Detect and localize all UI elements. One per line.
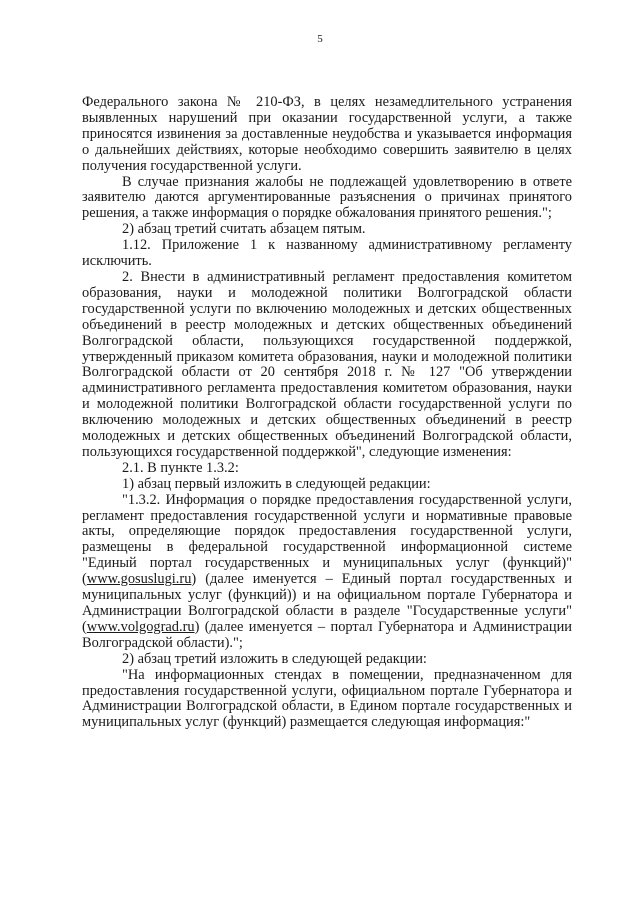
url-link[interactable]: www.gosuslugi.ru <box>86 571 192 588</box>
paragraph-text: Федерального закона № 210-ФЗ, в целях незамедлительного устранения выявленных нарушений при оказании государственной услуги, а также приносятся извинения за доставленные неудобства и указывается информация о дальнейших действиях, которые необходимо совершить заявителю в целях получения государственной услуги. <box>82 94 572 174</box>
paragraph-p5 <box>82 270 572 461</box>
paragraph-p6 <box>82 461 572 477</box>
paragraph-text: 1) абзац первый изложить в следующей редакции: <box>122 475 431 492</box>
document-body <box>82 95 572 731</box>
paragraph-text: "На информационных стендах в помещении, предназначенном для предоставления государственной услуги, официальном портале Губернатора и Администрации Волгоградской области, в Едином портале государственных и муниципальных услуг (функций) размещается следующая информация:" <box>82 666 572 731</box>
paragraph-text: ) (далее именуется – Единый портал государственных и муниципальных услуг (функций)) и на официальном портале Губернатора и Администрации Волгоградской области в разделе "Государственные услуги" ( <box>82 571 572 635</box>
paragraph-p1 <box>82 95 572 175</box>
paragraph-p8 <box>82 493 572 652</box>
paragraph-text: "1.3.2. Информация о порядке предоставления государственной услуги, регламент предоставления государственной услуги и нормативные правовые акты, определяющие порядок предоставления государственной услуги, размещены в федеральной государственной информационной системе "Единый портал государственных и муниципальных услуг (функций)" ( <box>82 491 572 588</box>
paragraph-text: 2) абзац третий считать абзацем пятым. <box>122 221 366 238</box>
paragraph-text: В случае признания жалобы не подлежащей удовлетворению в ответе заявителю даются аргументированные разъяснения о причинах принятого решения, а также информация о порядке обжалования принятого решения."; <box>82 173 572 222</box>
paragraph-text: 2. Внести в административный регламент предоставления комитетом образования, науки и молодежной политики Волгоградской области государственной услуги по включению молодежных и детских общественных объединений в реестр молодежных и детских общественных объединений Волгоградской области, пользующихся государственной поддержкой, утвержденный приказом комитета образования, науки и молодежной политики Волгоградской области от 20 сентября 2018 г. № 127 "Об утверждении административного регламента предоставления комитетом образования, науки и молодежной политики Волгоградской области государственной услуги по включению молодежных и детских общественных объединений в реестр молодежных и детских общественных объединений Волгоградской области, пользующихся государственной поддержкой", следующие изменения: <box>82 268 572 460</box>
paragraph-p9 <box>82 652 572 668</box>
paragraph-p10 <box>82 668 572 732</box>
url-link[interactable]: www.volgograd.ru <box>86 618 195 635</box>
paragraph-text: 2.1. В пункте 1.3.2: <box>122 459 239 476</box>
page-number: 5 <box>317 33 323 45</box>
paragraph-text: 2) абзац третий изложить в следующей редакции: <box>122 650 427 667</box>
paragraph-text: 1.12. Приложение 1 к названному административному регламенту исключить. <box>82 237 572 270</box>
paragraph-text: ) (далее именуется – портал Губернатора и Администрации Волгоградской области)."; <box>82 618 572 651</box>
paragraph-p4 <box>82 238 572 270</box>
paragraph-p7 <box>82 477 572 493</box>
paragraph-p3 <box>82 222 572 238</box>
paragraph-p2 <box>82 175 572 223</box>
